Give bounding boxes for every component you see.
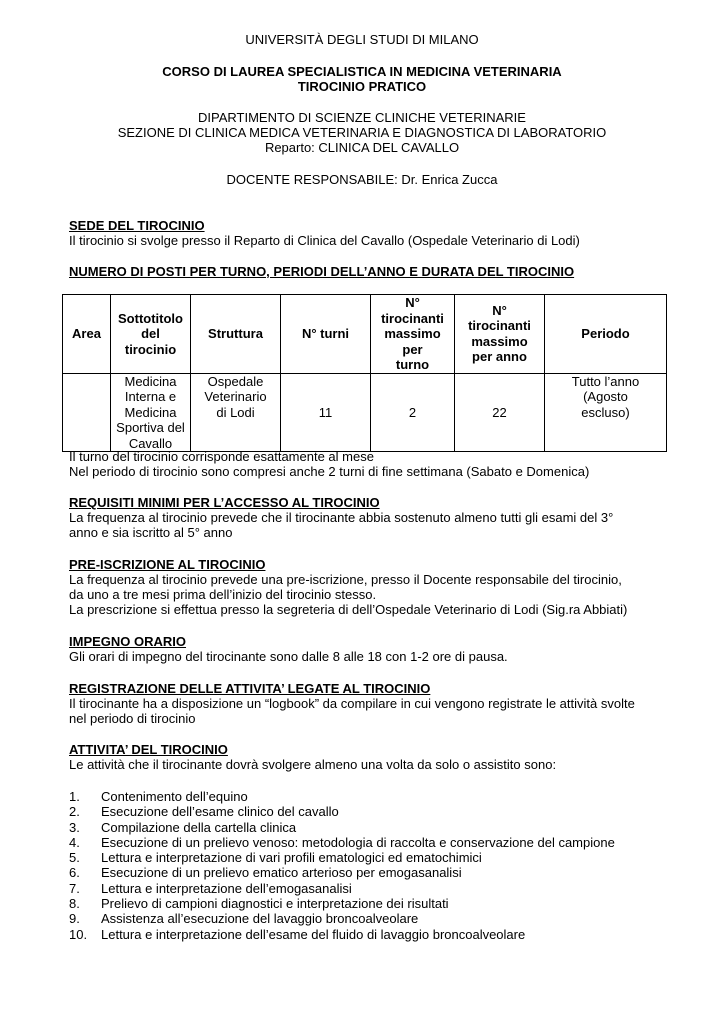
impegno-section <box>69 634 669 664</box>
cell-max-anno: 22 <box>455 373 545 452</box>
sede-text: Il tirocinio si svolge presso il Reparto di Clinica del Cavallo (Ospedale Veterinario di Lodi) <box>69 233 580 248</box>
turno-notes <box>69 449 669 479</box>
cell-sottotitolo: Medicina Interna e Medicina Sportiva del Cavallo <box>111 373 191 452</box>
requisiti-heading: REQUISITI MINIMI PER L’ACCESSO AL TIROCINIO <box>69 495 380 510</box>
requisiti-line-2: anno e sia iscritto al 5° anno <box>69 525 233 540</box>
course-subtitle: TIROCINIO PRATICO <box>297 79 427 94</box>
attivita-intro: Le attività che il tirocinante dovrà svolgere almeno una volta da solo o assistito sono: <box>69 757 557 772</box>
posti-section <box>69 264 669 279</box>
list-item: 2. Esecuzione dell’esame clinico del cavallo <box>69 804 339 820</box>
sede-section <box>69 218 669 248</box>
list-item: 8. Prelievo di campioni diagnostici e interpretazione dei risultati <box>69 896 449 912</box>
requisiti-line-1: La frequenza al tirocinio prevede che il tirocinante abbia sostenuto almeno tutti gli esami del 3° <box>69 510 614 525</box>
header-max-turno: N° tirocinanti massimo per turno <box>371 295 455 374</box>
registrazione-section <box>69 681 669 726</box>
header-turni: N° turni <box>281 295 371 374</box>
preiscrizione-heading: PRE-ISCRIZIONE AL TIROCINIO <box>69 557 266 572</box>
list-item: 1. Contenimento dell’equino <box>69 789 248 804</box>
university-name: UNIVERSITÀ DEGLI STUDI DI MILANO <box>245 32 479 47</box>
impegno-text: Gli orari di impegno del tirocinante sono dalle 8 alle 18 con 1-2 ore di pausa. <box>69 649 508 664</box>
header-area: Area <box>63 295 111 374</box>
cell-area <box>63 373 111 452</box>
list-item: 6. Esecuzione di un prelievo ematico arterioso per emogasanalisi <box>69 865 462 881</box>
attivita-list <box>69 789 689 942</box>
department-name: DIPARTIMENTO DI SCIENZE CLINICHE VETERINARIE <box>198 110 526 125</box>
header-sottotitolo: Sottotitolo del tirocinio <box>111 295 191 374</box>
attivita-section <box>69 742 669 772</box>
turno-note-2: Nel periodo di tirocinio sono compresi anche 2 turni di fine settimana (Sabato e Domenica) <box>69 464 590 479</box>
list-item: 9. Assistenza all’esecuzione del lavaggio broncoalveolare <box>69 911 419 927</box>
list-item: 4. Esecuzione di un prelievo venoso: metodologia di raccolta e conservazione del campione <box>69 834 615 850</box>
cell-periodo: Tutto l’anno (Agosto escluso) <box>545 373 667 452</box>
table-row <box>63 373 667 452</box>
list-item: 10. Lettura e interpretazione dell’esame del fluido di lavaggio broncoalveolare <box>69 926 526 942</box>
requisiti-section <box>69 495 669 540</box>
list-item: 5. Lettura e interpretazione di vari profili ematologici ed ematochimici <box>69 850 482 866</box>
cell-turni: 11 <box>281 373 371 452</box>
preiscrizione-section <box>69 557 669 617</box>
impegno-heading: IMPEGNO ORARIO <box>69 634 187 649</box>
tirocinio-table <box>62 294 667 452</box>
table-header-row <box>63 295 667 374</box>
sede-heading: SEDE DEL TIROCINIO <box>69 218 205 233</box>
teacher-name: DOCENTE RESPONSABILE: Dr. Enrica Zucca <box>226 172 498 187</box>
header-periodo: Periodo <box>545 295 667 374</box>
turno-note-1: Il turno del tirocinio corrisponde esattamente al mese <box>69 449 374 464</box>
posti-heading: NUMERO DI POSTI PER TURNO, PERIODI DELL’ANNO E DURATA DEL TIROCINIO <box>69 264 575 279</box>
attivita-heading: ATTIVITA’ DEL TIROCINIO <box>69 742 228 757</box>
cell-struttura: Ospedale Veterinario di Lodi <box>191 373 281 452</box>
section-name: SEZIONE DI CLINICA MEDICA VETERINARIA E DIAGNOSTICA DI LABORATORIO <box>117 125 607 140</box>
preiscrizione-line-3: La prescrizione si effettua presso la segreteria di dell’Ospedale Veterinario di Lodi (Sig.ra Abbiati) <box>69 602 628 617</box>
cell-max-turno: 2 <box>371 373 455 452</box>
preiscrizione-line-1: La frequenza al tirocinio prevede una pre-iscrizione, presso il Docente responsabile del tirocinio, <box>69 572 622 587</box>
list-item: 3. Compilazione della cartella clinica <box>69 819 297 835</box>
registrazione-line-2: nel periodo di tirocinio <box>69 711 196 726</box>
course-title: CORSO DI LAUREA SPECIALISTICA IN MEDICINA VETERINARIA <box>162 64 562 79</box>
registrazione-heading: REGISTRAZIONE DELLE ATTIVITA’ LEGATE AL TIROCINIO <box>69 681 431 696</box>
header-struttura: Struttura <box>191 295 281 374</box>
registrazione-line-1: Il tirocinante ha a disposizione un “logbook” da compilare in cui vengono registrate le attività svolte <box>69 696 635 711</box>
header-max-anno: N° tirocinanti massimo per anno <box>455 295 545 374</box>
ward-name: Reparto: CLINICA DEL CAVALLO <box>264 140 460 155</box>
list-item: 7. Lettura e interpretazione dell’emogasanalisi <box>69 880 352 896</box>
preiscrizione-line-2: da uno a tre mesi prima dell’inizio del tirocinio stesso. <box>69 587 377 602</box>
